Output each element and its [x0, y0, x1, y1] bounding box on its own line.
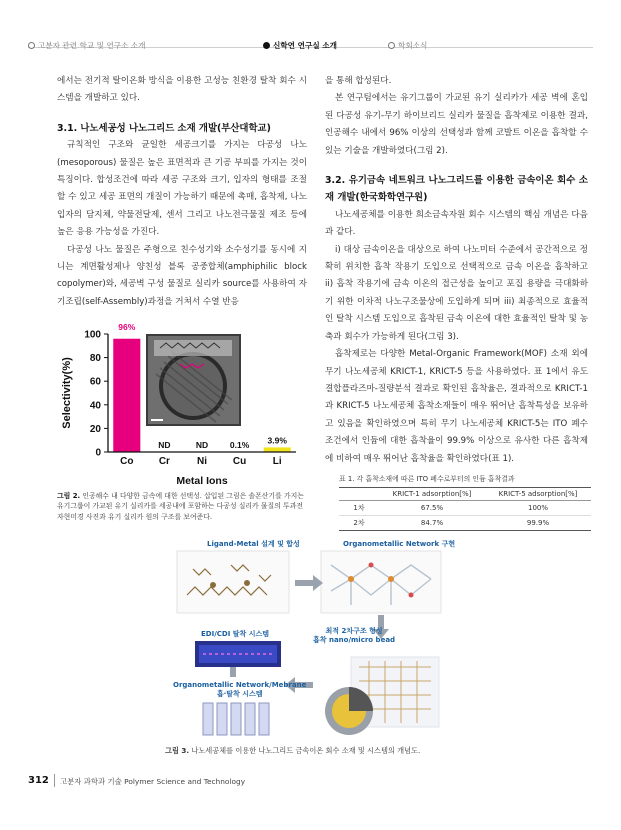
label-edi: EDI/CDI 탈착 시스템: [201, 630, 269, 638]
label-membrane: Organometallic Network/Mebrane 흡·탈착 시스템: [173, 681, 307, 698]
table-1-caption: 표 1. 각 흡착소재에 따른 ITO 폐수로부터의 인듐 흡착결과: [339, 475, 515, 483]
bar: [264, 447, 291, 452]
section-3-1-title: 3.1. 나노세공성 나노그리드 소재 개발(부산대학교): [57, 122, 271, 134]
network-structure-panel: [321, 551, 441, 613]
right-paragraph-3: i) 대상 금속이온을 대상으로 하여 나노미터 수준에서 공간적으로 정확히 위치한 흡착 작용기 도입으로 선택적으로 금속 이온을 흡착하고 ii) 흡착 작용기에 금속 이온의 접근성을 높이고 포집 용량을 극대화하기 위한 이차적 나노구조물상에 도입하게 되며 iii) 최종적으로 효율적인 탈착 시스템 도입으로 흡착된 금속 이온에 대한 효율적인 탈착 및 농축과 회수가 가능하게 된다(그림 3).: [325, 244, 588, 342]
table-cell: 100%: [485, 501, 591, 516]
bar-data-label: 96%: [118, 322, 136, 332]
table-cell: 67.5%: [379, 501, 485, 516]
x-tick-label: Cr: [158, 456, 170, 467]
bar-data-label: ND: [158, 440, 171, 450]
table-header-cell: KRICT-1 adsorption[%]: [379, 488, 485, 501]
footer-divider: [54, 774, 55, 787]
y-tick-label: 0: [95, 447, 101, 459]
nav-item-lab[interactable]: 신학연 연구실 소개: [263, 40, 337, 51]
micro-bead-panel: [325, 657, 439, 735]
y-tick-label: 100: [84, 329, 101, 341]
figure-2-chart: [56, 312, 306, 490]
x-tick-label: Li: [272, 456, 282, 467]
bar-data-label: ND: [195, 440, 209, 450]
left-column: [57, 73, 307, 311]
right-paragraph-2: 나노세공체를 이용한 희소금속자원 회수 시스템의 핵심 개념은 다음과 같다.: [325, 209, 588, 238]
y-tick-label: 40: [89, 400, 101, 412]
x-tick-label: Ni: [197, 456, 207, 467]
page-number: 312: [28, 775, 49, 786]
tem-micrograph-inset: [146, 334, 241, 426]
label-network: Organometallic Network 구현: [343, 540, 456, 548]
nav-dot-icon: [28, 42, 35, 49]
label-ligand: Ligand-Metal 설계 및 합성: [207, 540, 300, 548]
table-header-row: [339, 488, 591, 501]
y-axis-title: Selectivity(%): [61, 357, 73, 429]
selectivity-bar-chart: [56, 312, 306, 490]
table-cell: 2차: [339, 516, 379, 531]
table-cell: 84.7%: [379, 516, 485, 531]
y-tick-label: 80: [89, 353, 101, 365]
right-paragraph-1: 본 연구팀에서는 유기그룹이 가교된 유기 실리카가 세공 벽에 혼입된 다공성 유기-무기 하이브리드 실리카 물질을 흡착제로 이용한 결과, 인공해수 내에서 96% 이상의 선택성과 함께 코발트 이온을 흡착할 수 있는 기술을 개발하였다(그림 2).: [325, 93, 588, 156]
right-p0: 을 통해 합성된다.: [325, 76, 392, 86]
x-tick-label: Co: [120, 456, 134, 467]
label-optimal-structure: 최적 2차구조 형성 흡착 nano/micro bead: [313, 627, 396, 644]
left-paragraph-1: 규칙적인 구조와 균일한 세공크기를 가지는 다공성 나노(mesoporous) 물질은 높은 표면적과 큰 기공 부피를 가지는 것이 특징이다. 합성조건에 따라 세공 구조와 크기, 입자의 형태를 조절할 수 있고 세공 표면의 개질이 가능하기 때문에 촉매, 흡착제, 나노입자의 담지체, 약물전달제, 센서 그리고 나노전극물질 제조 등에 높은 응용 가능성을 가진다.: [57, 140, 307, 238]
x-axis-title: Metal Ions: [176, 475, 228, 487]
edi-cdi-panel: [195, 641, 281, 667]
figure-3-diagram: [173, 535, 456, 740]
table-row: [339, 516, 591, 531]
membrane-stack-panel: [203, 703, 269, 735]
right-column: [325, 73, 588, 468]
table-row: [339, 501, 591, 516]
table-header-cell: KRICT-5 adsorption[%]: [485, 488, 591, 501]
section-3-2-title: 3.2. 유기금속 네트워크 나노그리드를 이용한 금속이온 회수 소재 개발(한국화학연구원): [325, 175, 588, 204]
bar-data-label: 3.9%: [267, 435, 287, 446]
bar-data-label: 0.1%: [229, 439, 250, 450]
y-tick-label: 20: [89, 423, 101, 435]
nav-dot-icon: [388, 42, 395, 49]
ligand-structure-panel: [177, 551, 289, 613]
figure-3-caption: 그림 3. 나노세공체를 이용한 나노그리드 금속이온 회수 소재 및 시스템의 개념도.: [165, 746, 421, 755]
journal-name: 고분자 과학과 기술 Polymer Science and Technology: [60, 777, 246, 786]
bar: [113, 339, 140, 452]
x-tick-label: Cu: [232, 456, 247, 467]
y-tick-label: 60: [89, 376, 101, 388]
table-cell: 99.9%: [485, 516, 591, 531]
figure-2-caption: 그림 2. 인공해수 내 다양한 금속에 대한 선택성. 삽입된 그림은 솔폰산기를 가지는 유기그룹이 가교된 유기 실리카를 세공내에 포함하는 다공성 실리카 물질의 투과전자현미경 사진과 유기 실리카 원의 구조를 보여준다.: [57, 492, 304, 521]
nav-item-society[interactable]: 학회소식: [388, 40, 427, 51]
right-paragraph-4: 흡착제로는 다양한 Metal-Organic Framework(MOF) 소재 외에 무기 나노세공체 KRICT-1, KRICT-5 등을 사용하였다. 표 1에서 유도결합플라즈마-질량분석 결과로 확인된 흡착율은, 결과적으로 KRICT-1과 KRICT-5 나노세공체 흡착소재들이 매우 뛰어난 흡착특성을 보유하고 있음을 확인하였으며 특히 무기 나노세공체 KRICT-5는 ITO 폐수 조건에서 인듐에 대한 흡착율이 99.9% 이상으로 유사한 다른 흡착제에 비하여 매우 뛰어난 흡착율을 확인하였다(표 1).: [325, 349, 588, 464]
table-1: [339, 487, 591, 531]
nav-item-school[interactable]: 고분자 관련 학교 및 연구소 소개: [28, 40, 145, 51]
nav-dot-icon: [263, 42, 270, 49]
table-header-cell: [339, 488, 379, 501]
left-paragraph-2: 다공성 나노 물질은 주형으로 친수성기와 소수성기를 동시에 지니는 계면활성제나 양친성 블록 공중합체(amphiphilic block copolymer)와, 세공벽 구성 물질로 실리카 source를 사용하여 자기조립(self-Assembly)과정을 거쳐서 수열 반응: [57, 244, 307, 307]
table-cell: 1차: [339, 501, 379, 516]
left-intro: 에서는 전기적 탈이온화 방식을 이용한 고성능 친환경 탈착 회수 시스템을 개발하고 있다.: [57, 76, 307, 104]
